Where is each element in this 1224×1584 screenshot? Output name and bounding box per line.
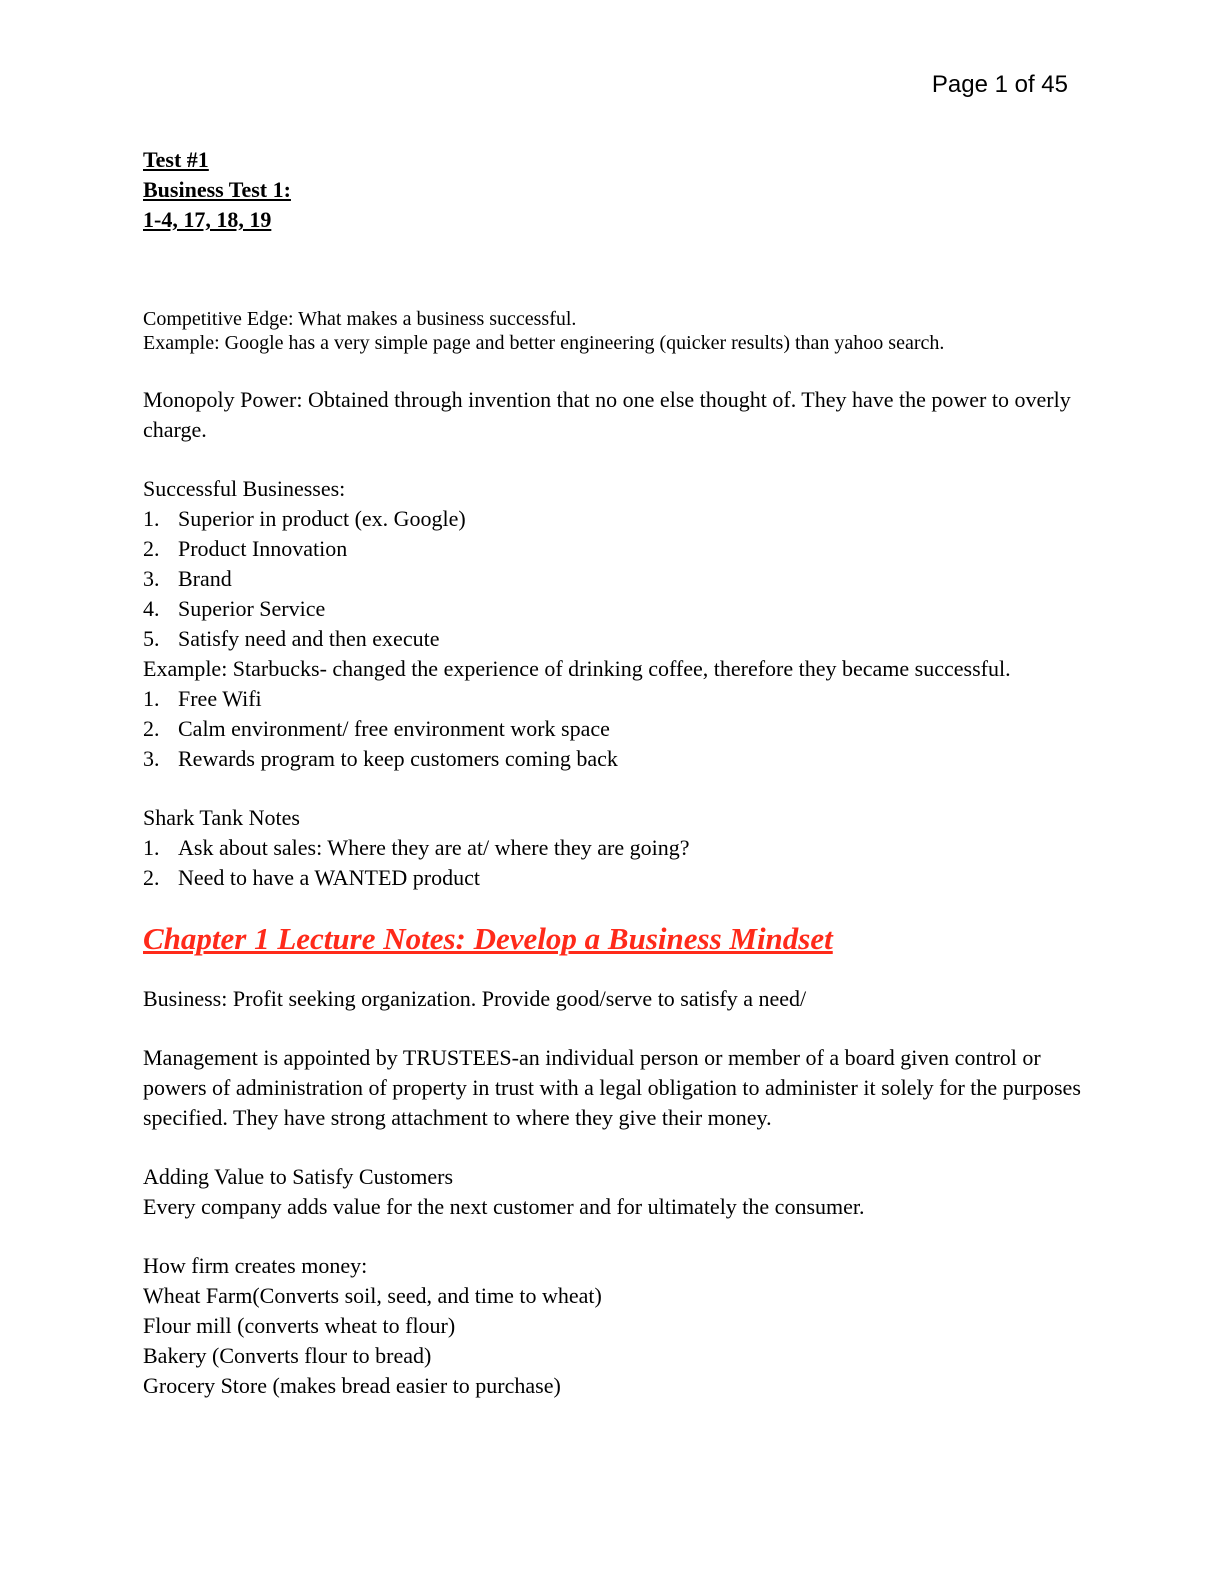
list-item: 1. Superior in product (ex. Google) [143, 506, 466, 531]
list-item: 5. Satisfy need and then execute [143, 626, 440, 651]
adding-value-heading: Adding Value to Satisfy Customers [143, 1164, 454, 1189]
list-item: 2. Need to have a WANTED product [143, 865, 480, 890]
firm-money-step: Grocery Store (makes bread easier to purchase) [143, 1373, 561, 1398]
successful-businesses-heading: Successful Businesses: [143, 476, 346, 501]
successful-businesses-list [143, 504, 1083, 654]
shark-tank-heading: Shark Tank Notes [143, 805, 300, 830]
competitive-edge-definition: Competitive Edge: What makes a business successful. [143, 308, 577, 330]
title-line-2: Business Test 1: [143, 177, 291, 202]
list-item: 3. Brand [143, 566, 232, 591]
adding-value-text: Every company adds value for the next customer and for ultimately the consumer. [143, 1194, 865, 1219]
list-item: 2. Product Innovation [143, 536, 348, 561]
firm-money-step: Wheat Farm(Converts soil, seed, and time to wheat) [143, 1283, 602, 1308]
competitive-edge-example: Example: Google has a very simple page and better engineering (quicker results) than yahoo search. [143, 332, 945, 354]
list-item: 2. Calm environment/ free environment work space [143, 716, 610, 741]
title-block [143, 145, 1083, 235]
management-paragraph: Management is appointed by TRUSTEES-an individual person or member of a board given control or powers of administration of property in trust with a legal obligation to administer it solely for the purposes specified. They have strong attachment to where they give their money. [143, 1045, 1081, 1130]
starbucks-example: Example: Starbucks- changed the experience of drinking coffee, therefore they became successful. [143, 656, 1011, 681]
starbucks-example-list [143, 684, 1083, 774]
firm-money-step: Bakery (Converts flour to bread) [143, 1343, 432, 1368]
list-item: 1. Free Wifi [143, 686, 262, 711]
list-item: 1. Ask about sales: Where they are at/ where they are going? [143, 835, 690, 860]
shark-tank-list [143, 833, 1083, 893]
page-number: Page 1 of 45 [931, 71, 1068, 98]
firm-money-heading: How firm creates money: [143, 1253, 368, 1278]
list-item: 3. Rewards program to keep customers coming back [143, 746, 618, 771]
list-item: 4. Superior Service [143, 596, 326, 621]
firm-money-step: Flour mill (converts wheat to flour) [143, 1313, 456, 1338]
title-line-3: 1-4, 17, 18, 19 [143, 207, 272, 232]
monopoly-power-text: Monopoly Power: Obtained through invention that no one else thought of. They have the power to overly charge. [143, 387, 1071, 442]
business-definition: Business: Profit seeking organization. Provide good/serve to satisfy a need/ [143, 986, 807, 1011]
page-content [143, 145, 1083, 1401]
title-line-1: Test #1 [143, 147, 209, 172]
chapter-heading: Chapter 1 Lecture Notes: Develop a Business Mindset [143, 921, 833, 956]
